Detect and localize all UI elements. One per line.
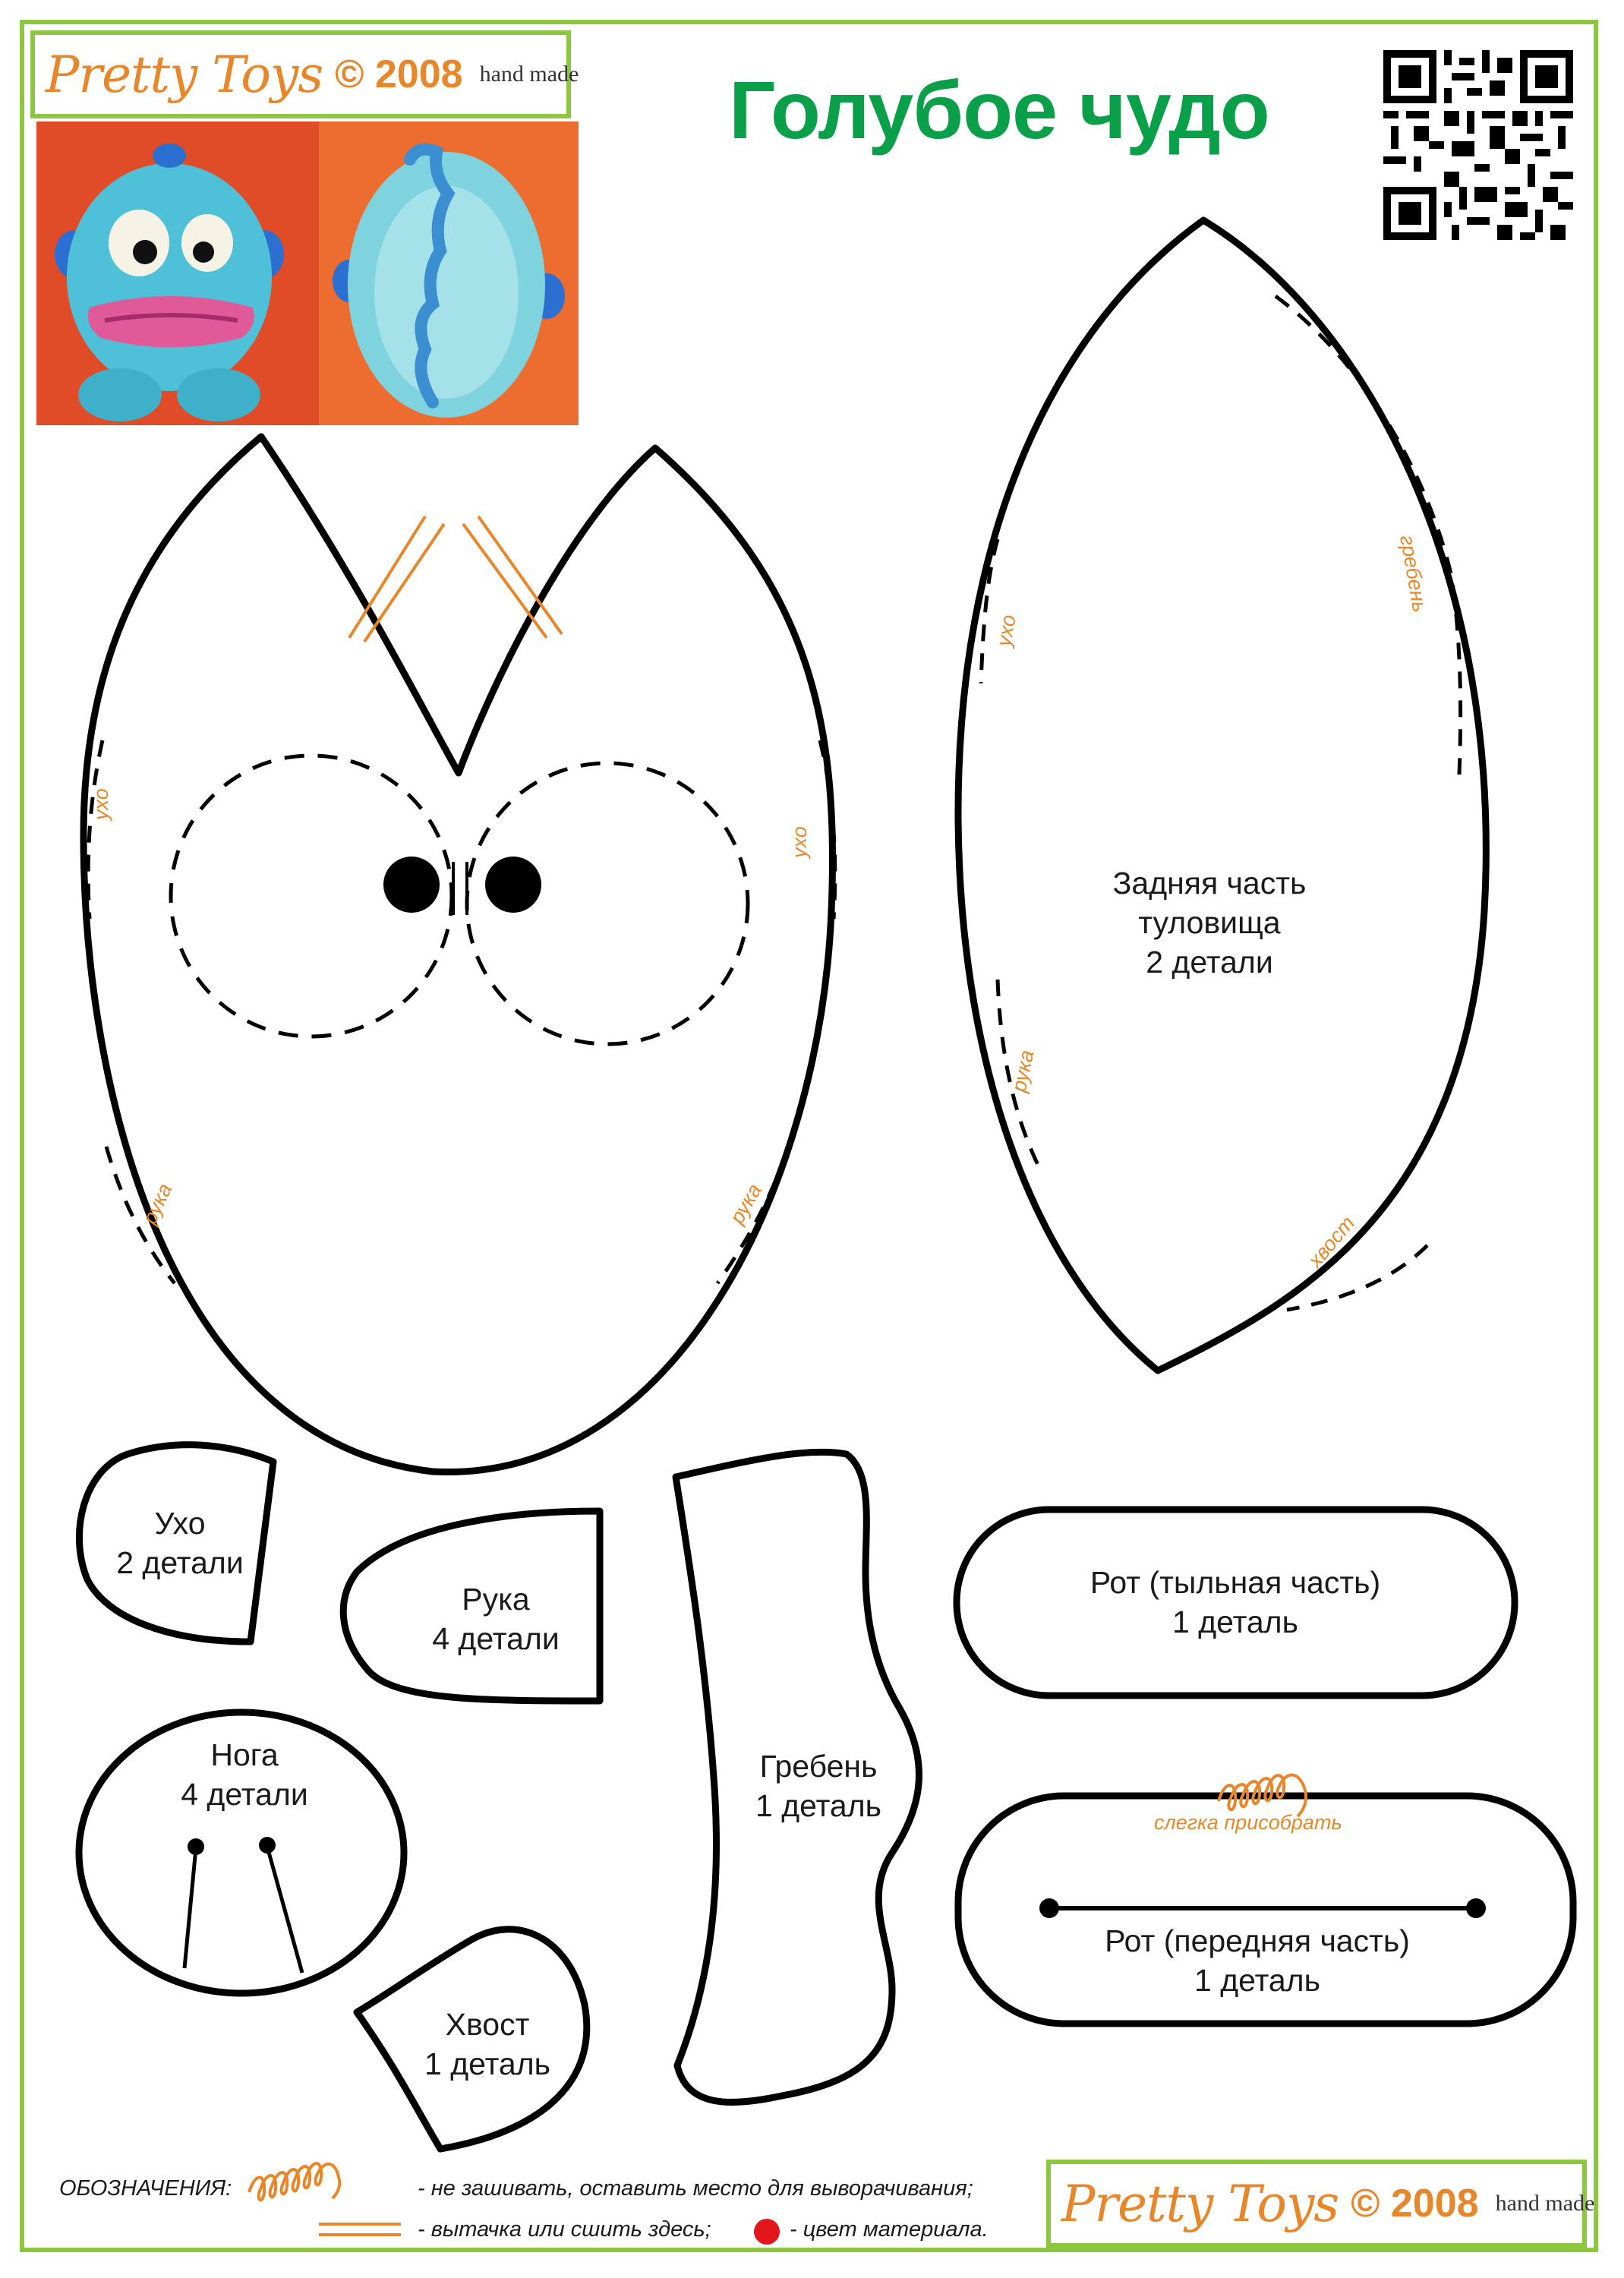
legend-dart: - вытачка или сшить здесь; bbox=[418, 2217, 711, 2242]
marker-arm-back: рука bbox=[1007, 1048, 1039, 1094]
back-body-outline bbox=[958, 220, 1486, 1371]
marker-tail-back: хвост bbox=[1304, 1211, 1360, 1272]
footer-hand-made: hand made bbox=[1495, 2191, 1595, 2216]
footer-brand-box bbox=[1046, 2160, 1595, 2248]
header-brand-name: Pretty Toys bbox=[46, 45, 323, 104]
marker-arm-left: рука bbox=[137, 1179, 177, 1228]
double-line-icon bbox=[319, 2224, 401, 2235]
label-mouth-front: Рот (передняя часть) 1 деталь bbox=[1105, 1923, 1410, 1998]
legend-opening: - не зашивать, оставить место для выворачивания; bbox=[418, 2176, 973, 2201]
header-copyright: © 2008 bbox=[335, 52, 463, 96]
eye-dot-left bbox=[383, 857, 440, 913]
footer-copyright: © 2008 bbox=[1351, 2182, 1479, 2226]
label-leg: Нога 4 детали bbox=[181, 1737, 308, 1812]
red-dot-icon bbox=[754, 2219, 780, 2245]
label-mouth-back: Рот (тыльная часть) 1 деталь bbox=[1089, 1565, 1381, 1639]
legend-title: ОБОЗНАЧЕНИЯ: bbox=[59, 2176, 232, 2201]
marker-crest-back: гребень bbox=[1395, 533, 1432, 614]
label-arm: Рука 4 детали bbox=[432, 1582, 560, 1656]
front-body-outline bbox=[84, 437, 833, 1472]
label-ear: Ухо 2 детали bbox=[116, 1506, 244, 1580]
label-back-body: Задняя часть туловища 2 детали bbox=[1112, 866, 1307, 980]
label-crest: Гребень 1 деталь bbox=[755, 1749, 881, 1823]
marker-arm-right: рука bbox=[725, 1179, 767, 1228]
marker-ear-left: ухо bbox=[90, 788, 112, 820]
label-tail: Хвост 1 деталь bbox=[424, 2007, 550, 2081]
legend-material: - цвет материала. bbox=[790, 2217, 989, 2242]
marker-gather: слегка присобрать bbox=[1154, 1811, 1342, 1834]
eye-dot-right bbox=[485, 857, 541, 913]
header-hand-made: hand made bbox=[479, 62, 579, 87]
marker-ear-back: ухо bbox=[992, 613, 1020, 648]
page-title: Голубое чудо bbox=[729, 64, 1269, 156]
zigzag-stitch-icon bbox=[249, 2163, 339, 2200]
marker-ear-right: ухо bbox=[788, 826, 811, 858]
footer-brand-name: Pretty Toys bbox=[1061, 2174, 1339, 2233]
